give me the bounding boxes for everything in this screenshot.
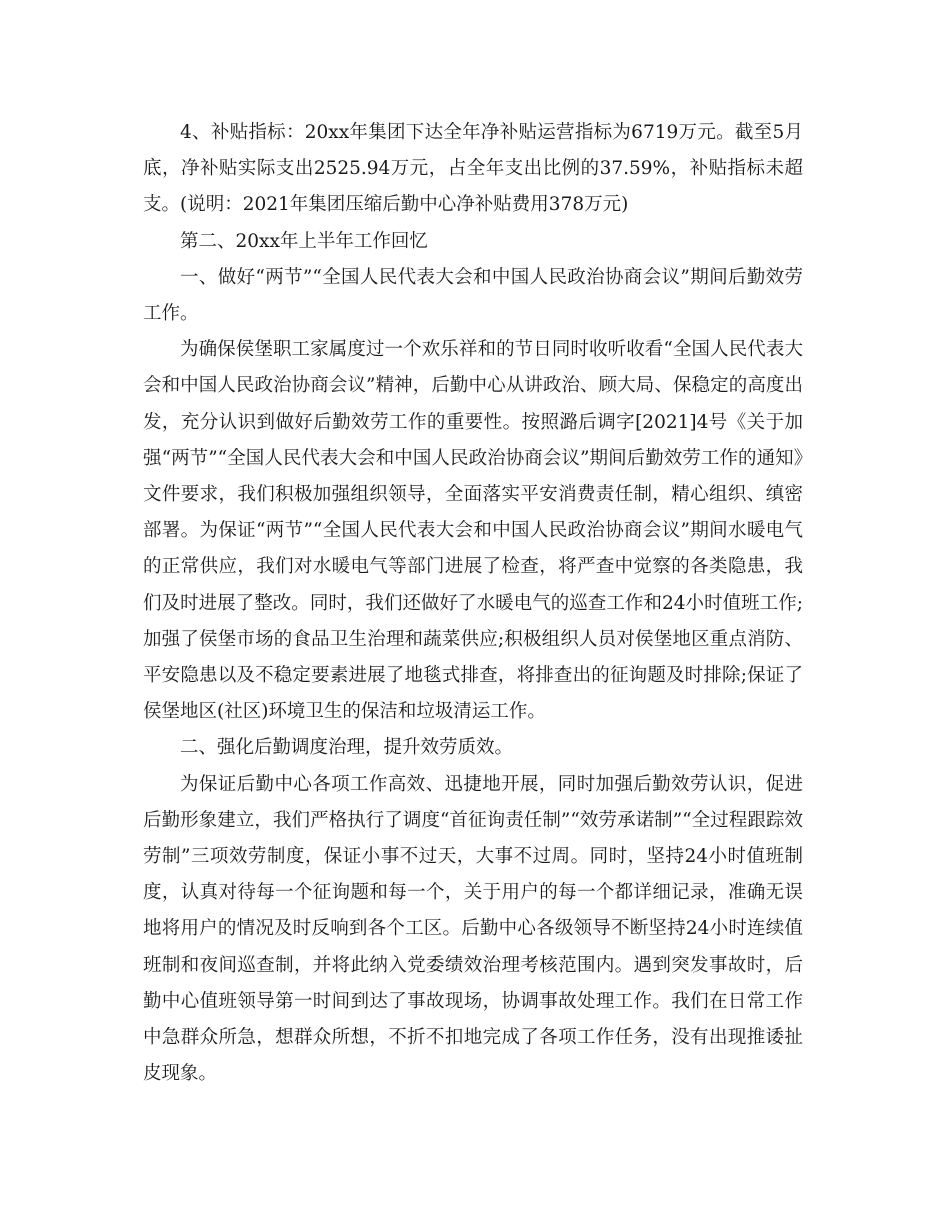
paragraph-heading-one: 一、做好“两节”“全国人民代表大会和中国人民政治协商会议”期间后勤效劳工作。 xyxy=(143,266,803,325)
paragraph-subsidy-indicator: 4、补贴指标：20xx年集团下达全年净补贴运营指标为6719万元。截至5月底，净补贴实际支出2525.94万元，占全年支出比例的37.59%，补贴指标未超支。(说明：2021年集团压缩后勤中心净补贴费用378万元) xyxy=(143,122,803,216)
paragraph-holiday-service: 为确保侯堡职工家属度过一个欢乐祥和的节日同时收听收看“全国人民代表大会和中国人民政治协商会议”精神，后勤中心从讲政治、顾大局、保稳定的高度出发，充分认识到做好后勤效劳工作的重要性。按照潞后调字[2021]4号《关于加强“两节”“全国人民代表大会和中国人民政治协商会议”期间后勤效劳工作的通知》文件要求，我们积极加强组织领导，全面落实平安消费责任制，精心组织、缜密部署。为保证“两节”“全国人民代表大会和中国人民政治协商会议”期间水暖电气的正常供应，我们对水暖电气等部门进展了检查，将严查中觉察的各类隐患，我们及时进展了整改。同时，我们还做好了水暖电气的巡查工作和24小时值班工作;加强了侯堡市场的食品卫生治理和蔬菜供应;积极组织人员对侯堡地区重点消防、平安隐患以及不稳定要素进展了地毯式排查，将排查出的征询题及时排除;保证了侯堡地区(社区)环境卫生的保洁和垃圾清运工作。 xyxy=(143,339,803,723)
document-body xyxy=(143,115,803,1092)
section-heading-review: 第二、20xx年上半年工作回忆 xyxy=(180,230,428,252)
paragraph-heading-two: 二、强化后勤调度治理，提升效劳质效。 xyxy=(180,737,514,759)
paragraph-dispatch-management: 为保证后勤中心各项工作高效、迅捷地开展，同时加强后勤效劳认识，促进后勤形象建立，我们严格执行了调度“首征询责任制”“效劳承诺制”“全过程跟踪效劳制”三项效劳制度，保证小事不过天，大事不过周。同时，坚持24小时值班制度，认真对待每一个征询题和每一个，关于用户的每一个都详细记录，准确无误地将用户的情况及时反响到各个工区。后勤中心各级领导不断坚持24小时连续值班制和夜间巡查制，并将此纳入党委绩效治理考核范围内。遇到突发事故时，后勤中心值班领导第一时间到达了事故现场，协调事故处理工作。我们在日常工作中急群众所急，想群众所想，不折不扣地完成了各项工作任务，没有出现推诿扯皮现象。 xyxy=(143,773,803,1085)
